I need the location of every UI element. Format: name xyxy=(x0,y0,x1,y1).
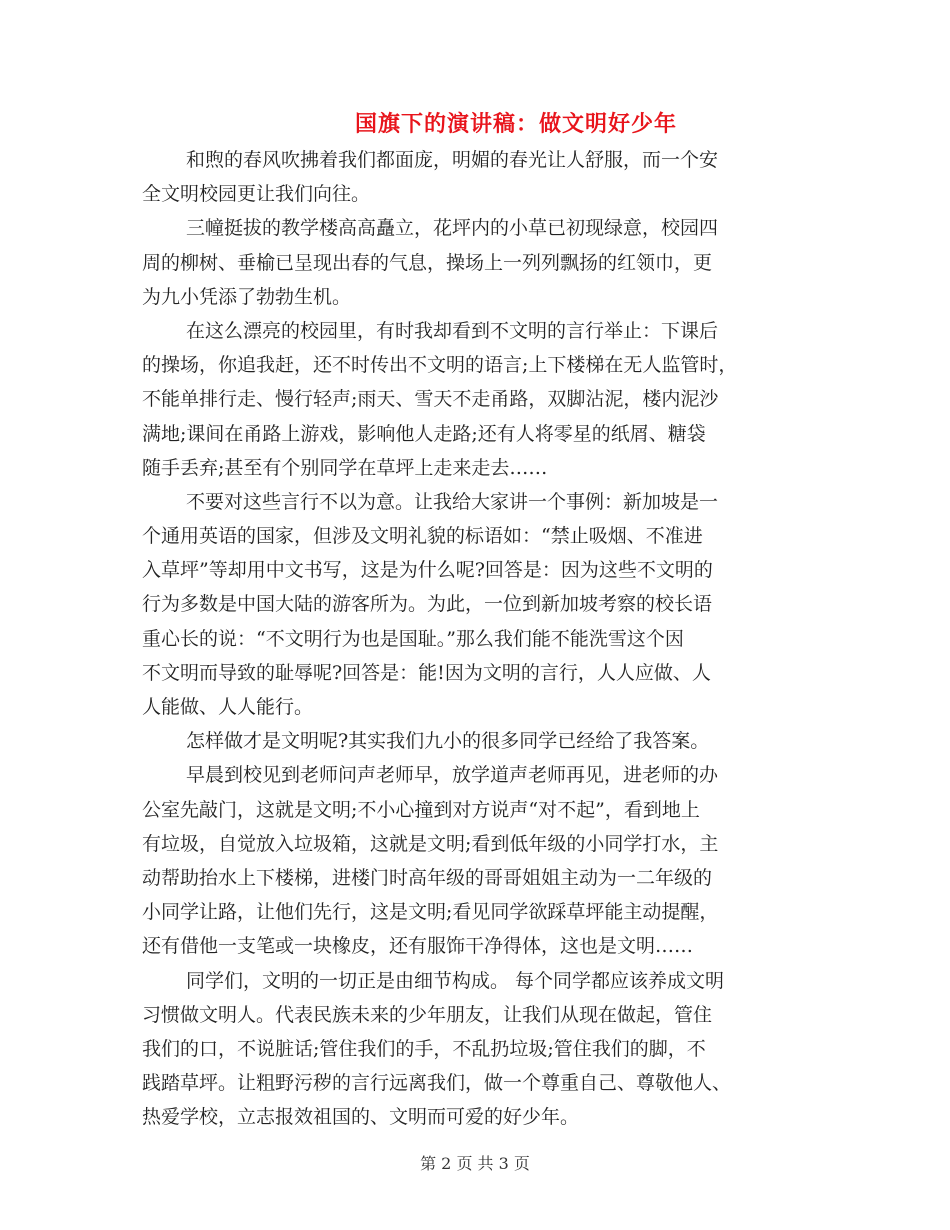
page-footer: 第 2 页 共 3 页 xyxy=(420,1154,530,1173)
text-line: 还有借他一支笔或一块橡皮，还有服饰干净得体，这也是文明…… xyxy=(142,935,694,958)
text-line: 不文明而导致的耻辱呢?回答是：能!因为文明的言行，人人应做、人 xyxy=(142,661,711,684)
text-line: 不要对这些言行不以为意。让我给大家讲一个事例：新加坡是一 xyxy=(186,490,719,513)
text-line: 小同学让路，让他们先行，这是文明;看见同学欲踩草坪能主动提醒， xyxy=(142,901,719,924)
text-line: 和煦的春风吹拂着我们都面庞，明媚的春光让人舒服，而一个安 xyxy=(186,149,719,171)
text-line: 满地;课间在甬路上游戏，影响他人走路;还有人将零星的纸屑、糖袋 xyxy=(142,422,706,445)
text-line: 三幢挺拔的教学楼高高矗立，花坪内的小草已初现绿意，校园四 xyxy=(186,217,719,240)
text-line: 周的柳树、垂榆已呈现出春的气息，操场上一列列飘扬的红领巾，更 xyxy=(142,251,713,274)
text-line: 个通用英语的国家，但涉及文明礼貌的标语如：“禁止吸烟、不准进 xyxy=(142,525,703,548)
text-line: 入草坪”等却用中文书写，这是为什么呢?回答是：因为这些不文明的 xyxy=(142,559,713,582)
text-line: 重心长的说：“不文明行为也是国耻。”那么我们能不能洗雪这个因 xyxy=(142,627,684,650)
text-line: 早晨到校见到老师问声老师早，放学道声老师再见，进老师的办 xyxy=(186,764,719,787)
text-line: 不能单排行走、慢行轻声;雨天、雪天不走甬路，双脚沾泥，楼内泥沙 xyxy=(142,388,719,411)
text-line: 全文明校园更让我们向往。 xyxy=(142,183,371,206)
text-line: 有垃圾，自觉放入垃圾箱，这就是文明;看到低年级的小同学打水，主 xyxy=(142,832,719,855)
text-line: 为九小凭添了勃勃生机。 xyxy=(142,285,352,308)
text-line: 行为多数是中国大陆的游客所为。为此，一位到新加坡考察的校长语 xyxy=(142,593,713,616)
document-body xyxy=(142,143,810,1134)
document-title: 国旗下的演讲稿：做文明好少年 xyxy=(354,112,677,137)
text-line: 我们的口，不说脏话;管住我们的手，不乱扔垃圾;管住我们的脚，不 xyxy=(142,1037,706,1060)
text-line: 热爱学校，立志报效祖国的、文明而可爱的好少年。 xyxy=(142,1106,580,1129)
text-line: 随手丢弃;甚至有个别同学在草坪上走来走去…… xyxy=(142,456,548,479)
text-line: 同学们，文明的一切正是由细节构成。 每个同学都应该养成文明 xyxy=(186,969,725,992)
text-line: 人能做、人人能行。 xyxy=(142,696,314,718)
text-line: 动帮助抬水上下楼梯，进楼门时高年级的哥哥姐姐主动为一二年级的 xyxy=(142,866,713,889)
text-line: 公室先敲门，这就是文明;不小心撞到对方说声“对不起”，看到地上 xyxy=(142,798,700,821)
text-line: 习惯做文明人。代表民族未来的少年朋友，让我们从现在做起，管住 xyxy=(142,1003,713,1026)
text-line: 践踏草坪。让粗野污秽的言行远离我们，做一个尊重自己、尊敬他人、 xyxy=(142,1072,732,1095)
text-line: 在这么漂亮的校园里，有时我却看到不文明的言行举止：下课后 xyxy=(186,319,719,342)
text-line: 的操场，你追我赶，还不时传出不文明的语言;上下楼梯在无人监管时， xyxy=(142,354,738,377)
text-line: 怎样做才是文明呢?其实我们九小的很多同学已经给了我答案。 xyxy=(186,730,710,753)
